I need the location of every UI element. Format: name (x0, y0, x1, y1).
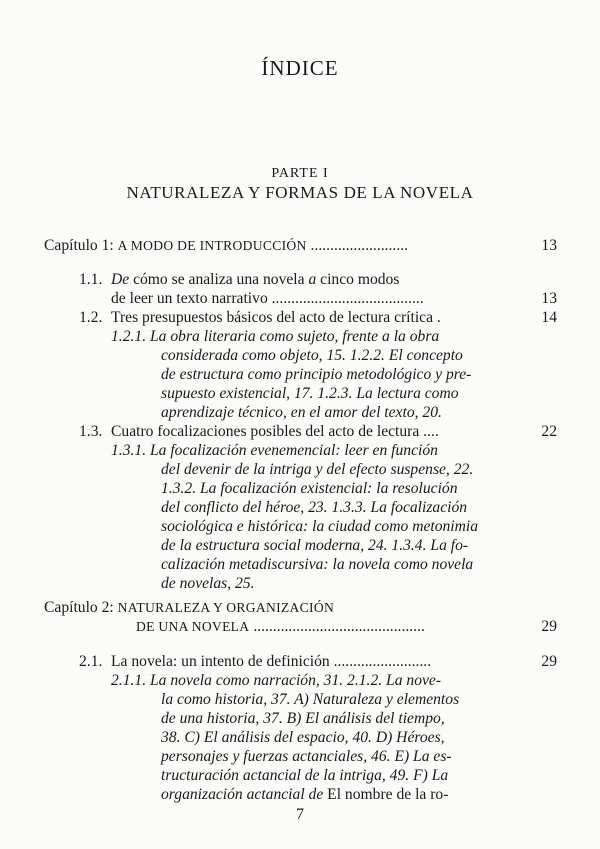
subsection-line-italic: organización actancial de (161, 786, 324, 803)
section-1-1-title-part: cómo se analiza una novela (129, 271, 309, 288)
chapter-2-page: 29 (541, 618, 557, 635)
subsection-line: de una historia, 37. B) El análisis del tiempo, (161, 710, 445, 727)
section-1-3-number: 1.3. (79, 423, 103, 440)
chapter-1-prefix: Capítulo 1: (44, 237, 114, 254)
chapter-2-title-line2: DE UNA NOVELA (136, 619, 250, 634)
subsection-line: de novelas, 25. (161, 575, 255, 592)
section-1-1-number: 1.1. (79, 271, 103, 288)
subsection-line: personajes y fuerzas actanciales, 46. E) La es- (161, 748, 452, 765)
subsection-line: sociológica e histórica: la ciudad como metonimia (161, 518, 479, 535)
subsection-line: del devenir de la intriga y del efecto suspense, 22. (161, 461, 474, 478)
section-1-1-page: 13 (541, 290, 557, 307)
chapter-2-prefix: Capítulo 2: (44, 599, 114, 616)
subsection-line: supuesto existencial, 17. 1.2.3. La lectura como (161, 385, 459, 402)
section-1-1-title (111, 270, 399, 289)
section-1-3-title: Cuatro focalizaciones posibles del acto de lectura .... (111, 423, 439, 440)
chapter-1-title: A MODO DE INTRODUCCIÓN (117, 238, 307, 253)
subsection-line-roman: El nombre de la ro- (323, 786, 449, 803)
subsection-line: 1.3.2. La focalización existencial: la resolución (161, 480, 458, 497)
subsection-line: del conflicto del héroe, 23. 1.3.3. La focalización (161, 499, 468, 516)
chapter-1-leader: ......................... (310, 237, 409, 254)
part-title: NATURALEZA Y FORMAS DE LA NOVELA (126, 183, 474, 202)
subsection-line: aprendizaje técnico, en el amor del texto, 20. (161, 404, 442, 421)
page-title: ÍNDICE (261, 56, 339, 80)
section-1-2-title: Tres presupuestos básicos del acto de lectura crítica . (111, 309, 441, 326)
section-1-2-number: 1.2. (79, 309, 103, 326)
section-2-1-page: 29 (541, 653, 557, 670)
page-number: 7 (296, 806, 304, 823)
subsection-line: 38. C) El análisis del espacio, 40. D) Héroes, (161, 729, 445, 746)
part-label: PARTE I (271, 166, 329, 181)
section-1-1-title-part: cinco modos (316, 271, 400, 288)
subsection-line: de estructura como principio metodológico y pre- (161, 366, 472, 383)
section-1-1-title-part: De (111, 271, 130, 288)
subsection-line: de la estructura social moderna, 24. 1.3.4. La fo- (161, 537, 469, 554)
section-2-1-number: 2.1. (79, 653, 103, 670)
subsection-line: 1.3.1. La focalización evenemencial: leer en función (111, 442, 438, 459)
section-1-3-page: 22 (541, 423, 557, 440)
subsection-line: considerada como objeto, 15. 1.2.2. El concepto (161, 347, 463, 364)
section-1-2-page: 14 (541, 309, 557, 326)
chapter-2-heading-line2 (136, 617, 425, 636)
chapter-2-heading (44, 598, 334, 617)
chapter-1-heading (44, 236, 408, 255)
section-2-1-title: La novela: un intento de definición ......................... (111, 653, 432, 670)
subsection-line: 1.2.1. La obra literaria como sujeto, frente a la obra (111, 328, 440, 345)
chapter-2-title-line1: NATURALEZA Y ORGANIZACIÓN (117, 600, 335, 615)
subsection-line: la como historia, 37. A) Naturaleza y elementos (161, 691, 460, 708)
subsection-line: tructuración actancial de la intriga, 49. F) La (161, 767, 449, 784)
section-1-1-title-part: a (308, 271, 317, 288)
chapter-1-page: 13 (541, 237, 557, 254)
section-1-1-title-line2: de leer un texto narrativo ....................................... (111, 290, 424, 307)
subsection-line: calización metadiscursiva: la novela como novela (161, 556, 474, 573)
subsection-line: 2.1.1. La novela como narración, 31. 2.1.2. La nove- (111, 672, 442, 689)
chapter-2-leader: ............................................ (253, 618, 425, 635)
subsection-line (161, 785, 448, 804)
